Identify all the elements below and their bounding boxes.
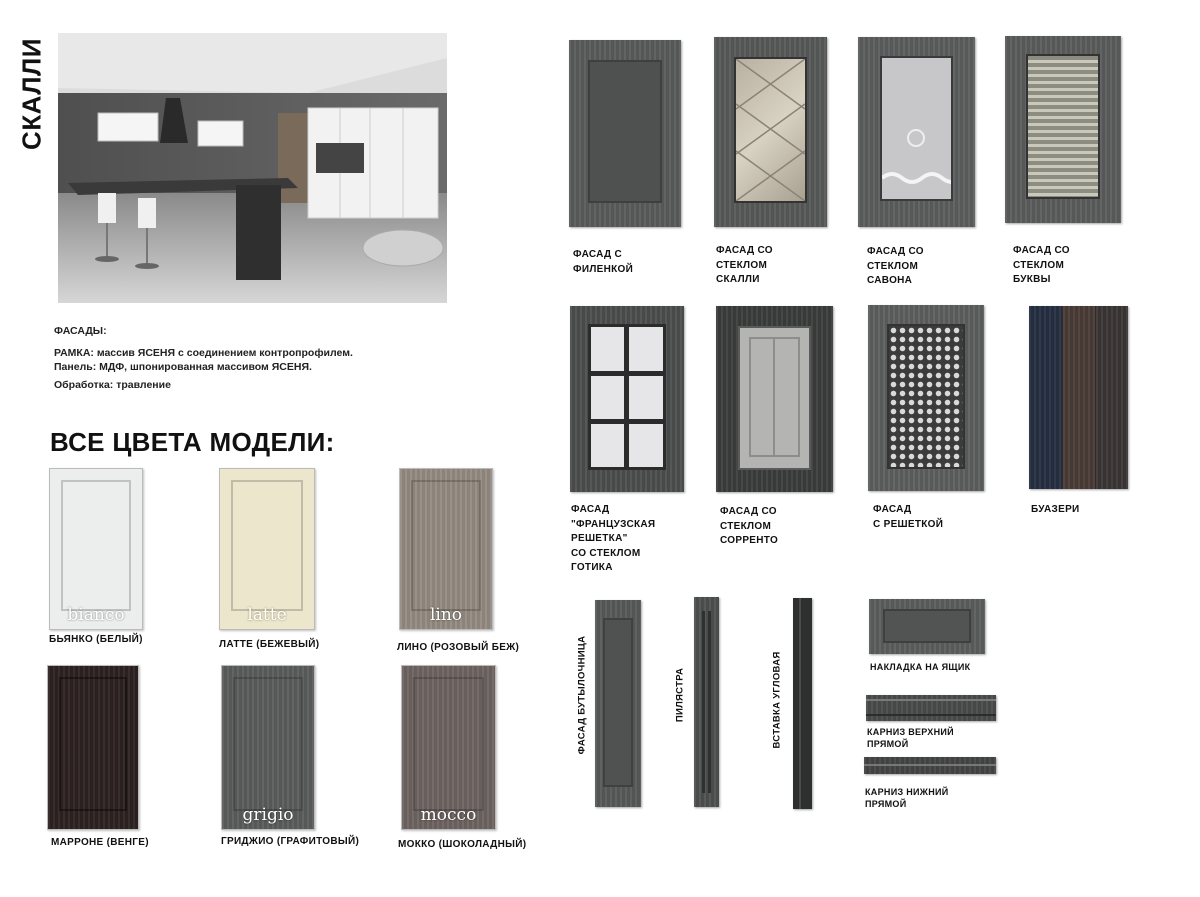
boiserie-panel — [1029, 306, 1128, 489]
corner-insert — [793, 598, 812, 809]
color-word: latte — [247, 605, 287, 625]
model-title — [14, 34, 50, 154]
color-word: bianco — [67, 605, 125, 625]
drawer-overlay — [869, 599, 985, 654]
drawer-caption: НАКЛАДКА НА ЯЩИК — [870, 662, 971, 672]
description-panel: Панель: МДФ, шпонированная массивом ЯСЕНЯ. — [54, 361, 312, 373]
color-word: grigio — [242, 805, 294, 825]
color-swatch-mocco — [401, 665, 496, 830]
facade-caption: ФАСАД "ФРАНЦУЗСКАЯ РЕШЕТКА" СО СТЕКЛОМ ГОТИКА — [571, 504, 656, 573]
color-swatch-latte — [219, 468, 315, 630]
facade-caption: ФАСАД СО СТЕКЛОМ БУКВЫ — [1013, 245, 1070, 285]
color-word: lino — [429, 605, 463, 625]
pilaster — [694, 597, 719, 807]
top-cornice — [866, 695, 996, 721]
corner-insert-caption: ВСТАВКА УГЛОВАЯ — [771, 651, 783, 749]
colors-heading: ВСЕ ЦВЕТА МОДЕЛИ: — [50, 427, 335, 457]
kitchen-illustration — [58, 33, 447, 303]
facade-lattice — [868, 305, 984, 491]
description-finish: Обработка: травление — [54, 379, 171, 391]
facade-caption: ФАСАД СО СТЕКЛОМ СКАЛЛИ — [716, 245, 773, 285]
pilaster-caption: ПИЛЯСТРА — [674, 667, 686, 723]
model-title-text: СКАЛЛИ — [16, 38, 47, 150]
description-frame: РАМКА: массив ЯСЕНЯ с соединением контропрофилем. — [54, 347, 353, 359]
facade-glass-sorrento — [716, 306, 833, 492]
bottle-facade — [595, 600, 641, 807]
color-label: ЛИНО (РОЗОВЫЙ БЕЖ) — [397, 642, 520, 653]
facade-glass-letters — [1005, 36, 1121, 223]
facade-glass-savona — [858, 37, 975, 227]
color-swatch-bianco — [49, 468, 143, 630]
color-label: БЬЯНКО (БЕЛЫЙ) — [49, 634, 143, 645]
bottom-cornice — [864, 757, 996, 774]
bottom-cornice-caption: КАРНИЗ НИЖНИЙ ПРЯМОЙ — [865, 787, 949, 809]
color-word: mocco — [420, 805, 477, 825]
color-swatch-lino — [399, 468, 493, 630]
color-label: ГРИДЖИО (ГРАФИТОВЫЙ) — [221, 836, 360, 847]
kitchen-photo — [58, 33, 447, 303]
facades-heading: ФАСАДЫ: — [54, 325, 107, 337]
color-label: ЛАТТЕ (БЕЖЕВЫЙ) — [219, 639, 320, 650]
facade-french-grid — [570, 306, 684, 492]
facade-caption: ФАСАД СО СТЕКЛОМ САВОНА — [867, 246, 924, 286]
color-swatch-marrone — [47, 665, 139, 830]
top-cornice-caption: КАРНИЗ ВЕРХНИЙ ПРЯМОЙ — [867, 727, 954, 749]
color-swatch-grigio — [221, 665, 315, 830]
facade-caption: БУАЗЕРИ — [1031, 504, 1080, 515]
color-label: МОККО (ШОКОЛАДНЫЙ) — [398, 839, 527, 850]
facade-caption: ФАСАД С РЕШЕТКОЙ — [873, 504, 944, 530]
bottle-caption: ФАСАД БУТЫЛОЧНИЦА — [576, 635, 588, 755]
facade-caption: ФАСАД СО СТЕКЛОМ СОРРЕНТО — [720, 506, 779, 546]
facade-glass-scalli — [714, 37, 827, 227]
facade-caption: ФАСАД С ФИЛЕНКОЙ — [573, 249, 634, 275]
facade-panel — [569, 40, 681, 227]
color-label: МАРРОНЕ (ВЕНГЕ) — [51, 837, 149, 848]
